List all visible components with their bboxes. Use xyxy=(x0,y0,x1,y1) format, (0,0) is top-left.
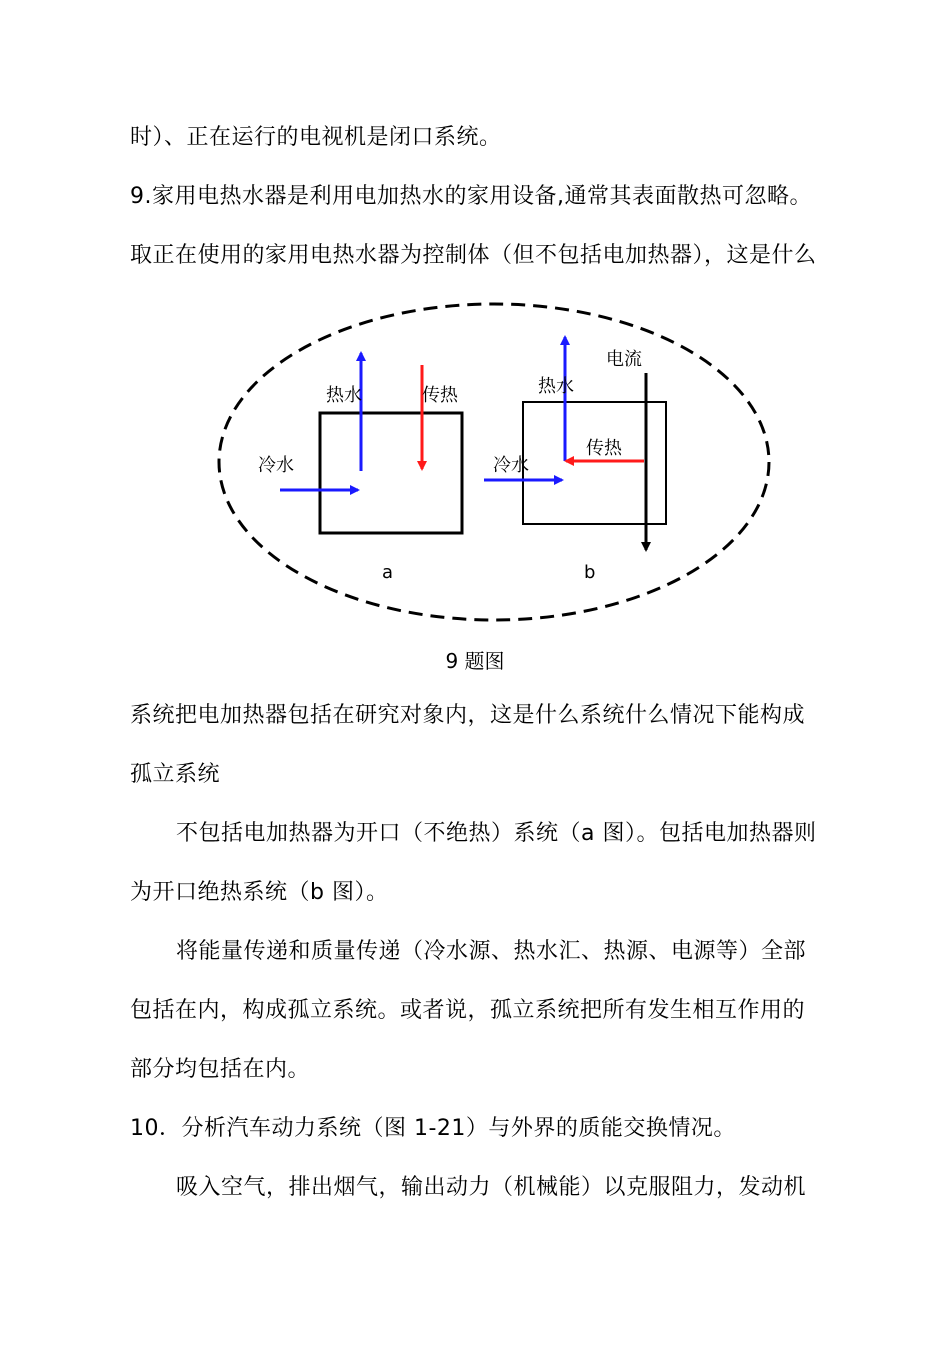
line-4: 系统把电加热器包括在研究对象内，这是什么系统什么情况下能构成 xyxy=(130,703,806,728)
label-cold-water-a: 冷水 xyxy=(258,455,294,476)
line-11: 10．分析汽车动力系统（图 1-21）与外界的质能交换情况。 xyxy=(130,1116,736,1141)
label-panel-a: a xyxy=(382,562,394,583)
label-heat-a: 传热 xyxy=(422,385,458,406)
figure-caption: 9 题图 xyxy=(445,649,505,673)
line-10: 部分均包括在内。 xyxy=(130,1057,311,1082)
line-12: 吸入空气，排出烟气，输出动力（机械能）以克服阻力，发动机 xyxy=(176,1175,807,1200)
line-8: 将能量传递和质量传递（冷水源、热水汇、热源、电源等）全部 xyxy=(176,939,807,964)
label-hot-water-b: 热水 xyxy=(538,376,574,397)
line-7: 为开口绝热系统（b 图）。 xyxy=(130,880,389,905)
label-panel-b: b xyxy=(584,562,596,583)
figure-9 xyxy=(200,295,790,635)
line-3: 取正在使用的家用电热水器为控制体（但不包括电加热器），这是什么 xyxy=(130,243,817,268)
line-5: 孤立系统 xyxy=(130,762,221,787)
line-2: 9.家用电热水器是利用电加热水的家用设备,通常其表面散热可忽略。 xyxy=(130,184,812,209)
label-heat-b: 传热 xyxy=(586,438,622,459)
label-current: 电流 xyxy=(606,349,642,370)
label-hot-water-a: 热水 xyxy=(326,385,362,406)
line-6: 不包括电加热器为开口（不绝热）系统（a 图）。包括电加热器则 xyxy=(176,821,817,846)
line-9: 包括在内，构成孤立系统。或者说，孤立系统把所有发生相互作用的 xyxy=(130,998,806,1023)
tank-a xyxy=(320,413,462,533)
line-1: 时）、正在运行的电视机是闭口系统。 xyxy=(130,125,502,150)
label-cold-water-b: 冷水 xyxy=(493,455,529,476)
